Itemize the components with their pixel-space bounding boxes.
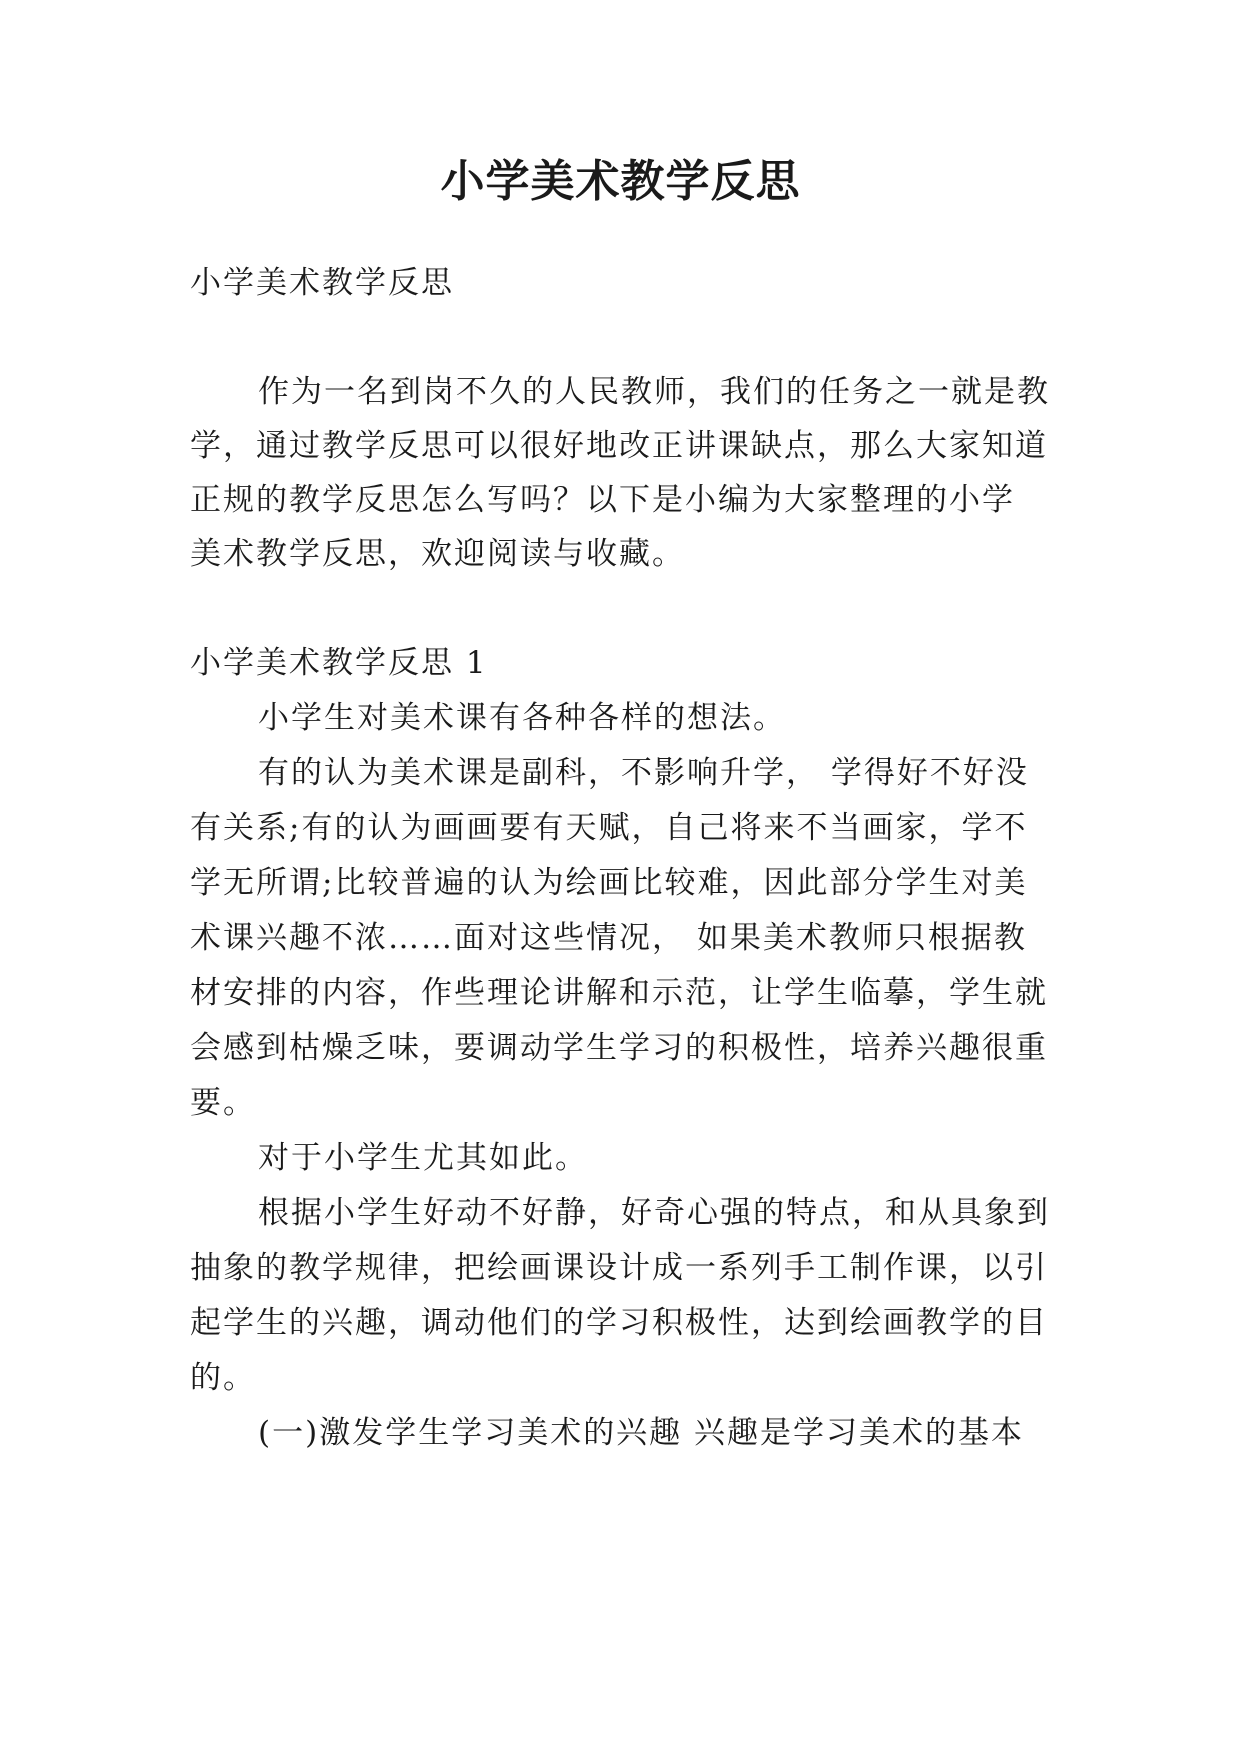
paragraph-line: 小学生对美术课有各种各样的想法。 xyxy=(258,700,786,736)
paragraph-line: 根据小学生好动不好静，好奇心强的特点，和从具象到 xyxy=(258,1195,1050,1231)
section-heading: 小学美术教学反思 1 xyxy=(190,645,488,681)
intro-line: 正规的教学反思怎么写吗？以下是小编为大家整理的小学 xyxy=(190,482,1015,518)
intro-line: 学，通过教学反思可以很好地改正讲课缺点，那么大家知道 xyxy=(190,428,1048,464)
paragraph-line: 要。 xyxy=(190,1085,256,1121)
document-subtitle: 小学美术教学反思 xyxy=(190,265,454,301)
paragraph-line: 有关系;有的认为画画要有天赋，自己将来不当画家，学不 xyxy=(190,810,1028,846)
intro-line: 作为一名到岗不久的人民教师，我们的任务之一就是教 xyxy=(258,374,1050,410)
paragraph-line: 的。 xyxy=(190,1360,256,1396)
paragraph-line: 会感到枯燥乏味，要调动学生学习的积极性，培养兴趣很重 xyxy=(190,1030,1048,1066)
paragraph-line: (一)激发学生学习美术的兴趣 兴趣是学习美术的基本 xyxy=(258,1415,1025,1451)
paragraph-line: 抽象的教学规律，把绘画课设计成一系列手工制作课，以引 xyxy=(190,1250,1048,1286)
paragraph-line: 材安排的内容，作些理论讲解和示范，让学生临摹，学生就 xyxy=(190,975,1048,1011)
paragraph-line: 起学生的兴趣，调动他们的学习积极性，达到绘画教学的目 xyxy=(190,1305,1048,1341)
document-title: 小学美术教学反思 xyxy=(440,156,801,207)
paragraph-line: 对于小学生尤其如此。 xyxy=(258,1140,588,1176)
paragraph-line: 有的认为美术课是副科，不影响升学， 学得好不好没 xyxy=(258,755,1029,791)
paragraph-line: 学无所谓;比较普遍的认为绘画比较难，因此部分学生对美 xyxy=(190,865,1028,901)
intro-line: 美术教学反思，欢迎阅读与收藏。 xyxy=(190,536,685,572)
paragraph-line: 术课兴趣不浓……面对这些情况， 如果美术教师只根据教 xyxy=(190,920,1027,956)
